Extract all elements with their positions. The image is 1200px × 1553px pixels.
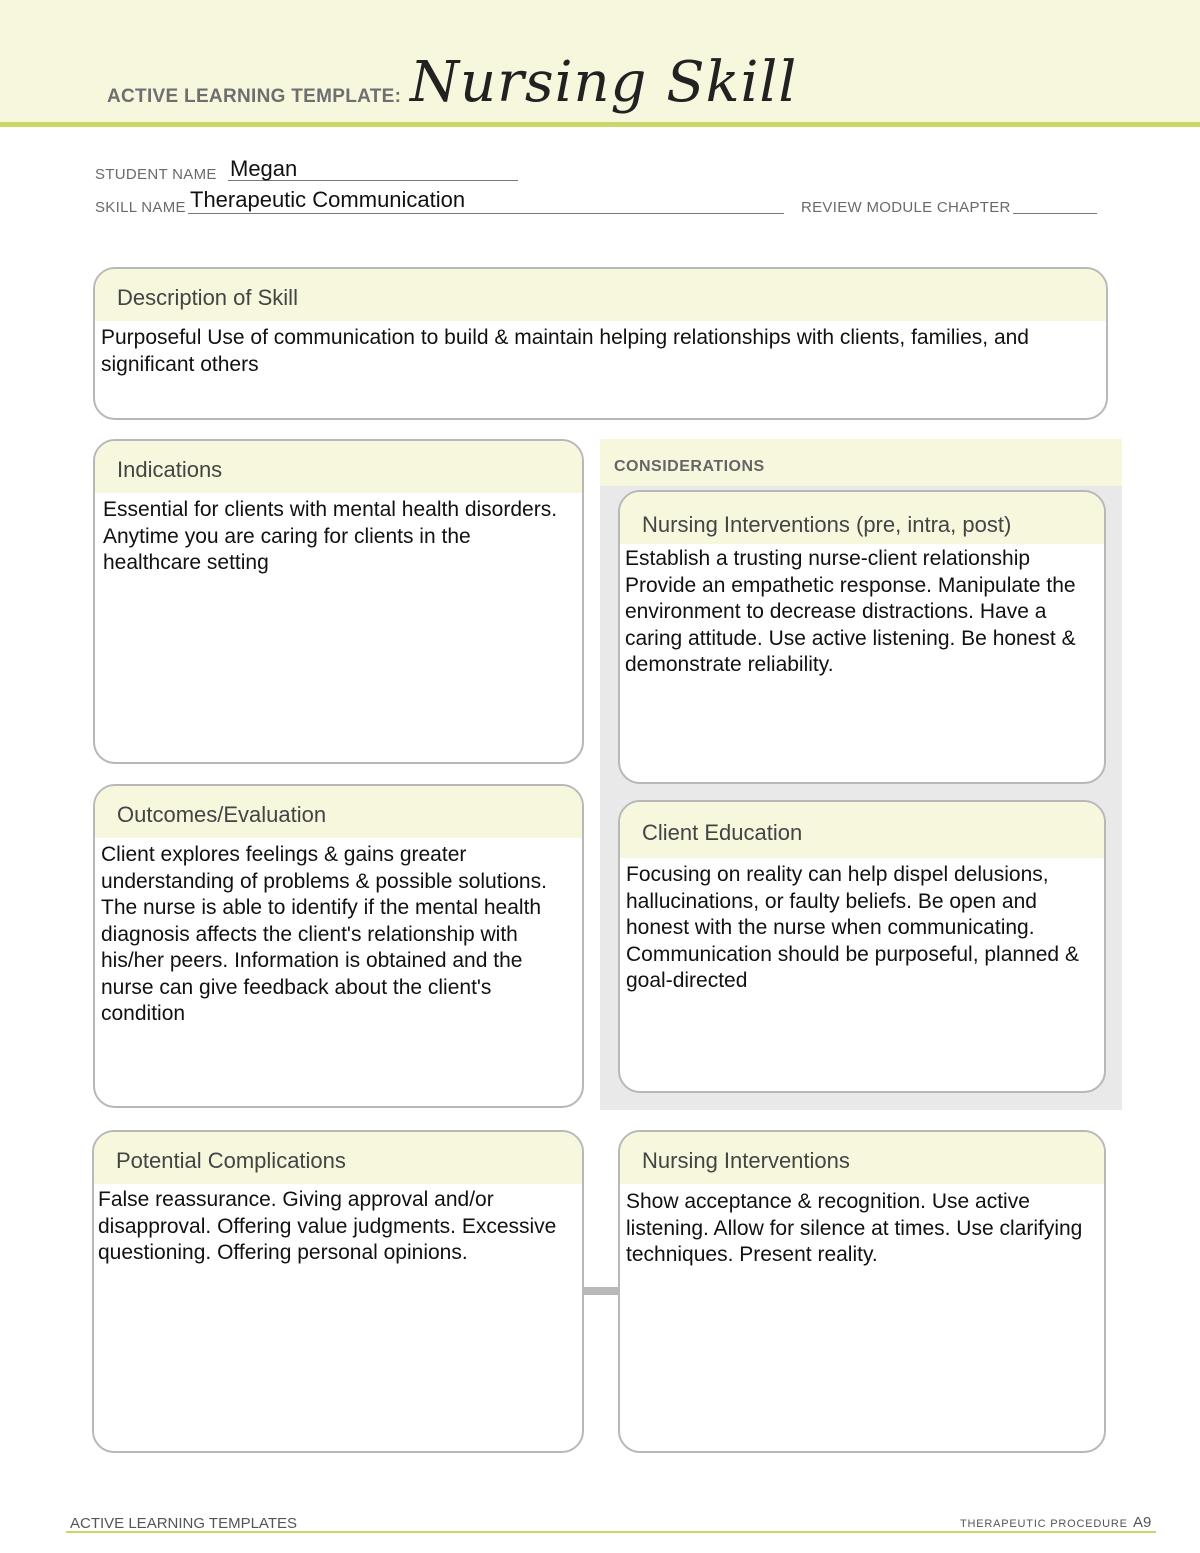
template-title: Nursing Skill [410,50,798,115]
indications-heading: Indications [95,441,582,493]
nursing-interventions-prepost-box [618,490,1106,784]
complications-box [92,1130,584,1453]
complications-heading: Potential Complications [94,1132,582,1184]
student-name-label: STUDENT NAME [95,166,217,183]
nursing-interventions-text[interactable]: Show acceptance & recognition. Use active listening. Allow for silence at times. Use clarifying techniques. Present reality. [626,1190,1083,1266]
footer-left-label: ACTIVE LEARNING TEMPLATES [70,1515,297,1532]
client-education-heading: Client Education [620,802,1104,858]
client-education-text[interactable]: Focusing on reality can help dispel delusions, hallucinations, or faulty beliefs. Be open and honest with the nurse when communicating. Communication should be purposeful, planned & goal-directed [626,863,1079,992]
description-box [93,267,1108,420]
outcomes-text[interactable]: Client explores feelings & gains greater understanding of problems & possible solutions. The nurse is able to identify if the mental health diagnosis affects the client's relationship with his/her peers. Information is obtained and the nurse can give feedback about the client's condition [101,843,547,1025]
client-education-box [618,800,1106,1093]
outcomes-box [93,784,584,1108]
nursing-interventions-prepost-heading: Nursing Interventions (pre, intra, post) [620,492,1104,544]
nursing-interventions-prepost-text[interactable]: Establish a trusting nurse-client relationship Provide an empathetic response. Manipulate the environment to decrease distractions. Have a caring attitude. Use active listening. Be honest & demonstrate reliability. [625,547,1076,676]
description-text[interactable]: Purposeful Use of communication to build & maintain helping relationships with clients, families, and significant others [101,326,1029,376]
skill-name-label: SKILL NAME [95,199,186,216]
header-divider [0,122,1200,127]
indications-text[interactable]: Essential for clients with mental health disorders. Anytime you are caring for clients in the healthcare setting [103,498,558,574]
outcomes-heading: Outcomes/Evaluation [95,786,582,838]
considerations-label: CONSIDERATIONS [614,458,765,475]
skill-name-field[interactable]: Therapeutic Communication [190,187,466,212]
skill-name-line [188,213,784,214]
student-name-field[interactable]: Megan [230,156,298,181]
nursing-interventions-heading: Nursing Interventions [620,1132,1104,1184]
review-module-label: REVIEW MODULE CHAPTER [801,199,1011,216]
complications-text[interactable]: False reassurance. Giving approval and/or disapproval. Offering value judgments. Excessive questioning. Offering personal opinions. [98,1188,557,1264]
page-number: A9 [1133,1514,1152,1531]
nursing-interventions-box [618,1130,1106,1453]
template-label: ACTIVE LEARNING TEMPLATE: [107,86,402,107]
review-module-line [1013,213,1097,214]
description-heading: Description of Skill [95,269,1106,321]
footer-right-label: THERAPEUTIC PROCEDURE [960,1518,1128,1530]
box-connector [582,1287,622,1295]
indications-box [93,439,584,764]
